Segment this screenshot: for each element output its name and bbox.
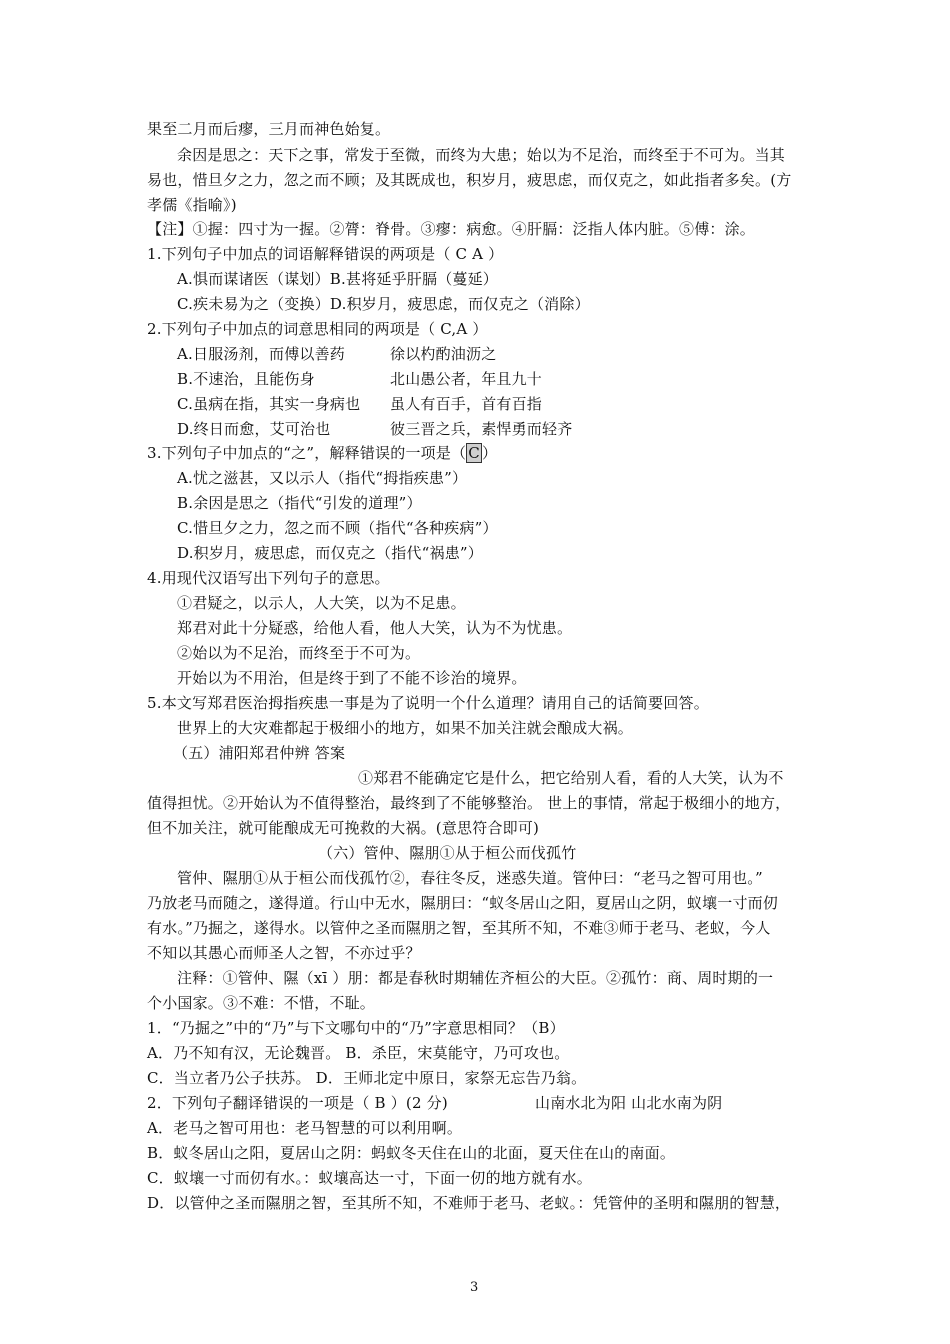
text-line: 管仲、隰朋①从于桓公而伐孤竹②，春往冬反，迷惑失道。管仲曰：“老马之智可用也。” bbox=[177, 869, 763, 887]
option-left: D.终日而愈，艾可治也 bbox=[177, 420, 331, 438]
option-line: C.疾未易为之（变换）D.积岁月，疲思虑，而仅克之（消除） bbox=[177, 295, 590, 313]
question-1: 1．“乃掘之”中的“乃”与下文哪句中的“乃”字意思相同？（B） bbox=[147, 1019, 565, 1037]
section-title: （六）管仲、隰朋①从于桓公而伐孤竹 bbox=[318, 844, 577, 862]
answer-line: 世界上的大灾难都起于极细小的地方，如果不加关注就会酿成大祸。 bbox=[177, 719, 634, 737]
annotation-note: 【注】①握：四寸为一握。②膂：脊骨。③瘳：病愈。④肝膈：泛指人体内脏。⑤傅：涂。 bbox=[147, 220, 756, 238]
question-4: 4.用现代汉语写出下列句子的意思。 bbox=[147, 569, 390, 587]
option-line bbox=[177, 420, 330, 439]
option-line: A．老马之智可用也：老马智慧的可以利用啊。 bbox=[147, 1119, 463, 1137]
text-line: 不知以其愚心而师圣人之智，不亦过乎？ bbox=[147, 944, 421, 962]
question-1: 1.下列句子中加点的词语解释错误的两项是（ C A ） bbox=[147, 245, 504, 263]
option-line: B．蚁冬居山之阳，夏居山之阴：蚂蚁冬天住在山的北面，夏天住在山的南面。 bbox=[147, 1144, 676, 1162]
answer-line: 郑君对此十分疑惑，给他人看，他人大笑，认为不为忧患。 bbox=[177, 619, 573, 637]
question-2: 2．下列句子翻译错误的一项是（ B ）(2 分) bbox=[147, 1094, 448, 1112]
answer-box: C bbox=[468, 444, 480, 462]
option-line: C.惜旦夕之力，忽之而不顾（指代“各种疾病”） bbox=[177, 519, 498, 537]
option-line: B.余因是思之（指代“引发的道理”） bbox=[177, 494, 422, 512]
option-right: 徐以杓酌油沥之 bbox=[390, 345, 497, 363]
text-line: 乃放老马而随之，遂得道。行山中无水，隰朋曰：“蚁冬居山之阳，夏居山之阴，蚁壤一寸而仞 bbox=[147, 894, 779, 912]
answer-line: 但不加关注，就可能酿成无可挽救的大祸。(意思符合即可) bbox=[147, 819, 540, 837]
option-line: C．当立者乃公子扶苏。 D．王师北定中原日，家祭无忘告乃翁。 bbox=[147, 1069, 587, 1087]
option-right: 虽人有百手，首有百指 bbox=[390, 395, 543, 413]
answer-line: ①郑君不能确定它是什么，把它给别人看，看的人大笑，认为不 bbox=[358, 769, 784, 787]
option-left: C.虽病在指，其实一身病也 bbox=[177, 395, 361, 413]
option-line: D.积岁月，疲思虑，而仅克之（指代“祸患”） bbox=[177, 544, 483, 562]
text-line: 有水。”乃掘之，遂得水。以管仲之圣而隰朋之智，至其所不知，不难③师于老马、老蚁，今人 bbox=[147, 919, 771, 937]
question-3 bbox=[147, 444, 497, 463]
option-left: A.日服汤剂，而傅以善药 bbox=[177, 345, 346, 363]
answer-section-title: （五）浦阳郑君仲辨 答案 bbox=[173, 744, 346, 762]
text-line: 余因是思之：天下之事，常发于至微，而终为大患；始以为不足治，而终至于不可为。当其 bbox=[177, 146, 786, 164]
question-2: 2.下列句子中加点的词意思相同的两项是（ C,A ） bbox=[147, 320, 488, 338]
option-line: C．蚁壤一寸而仞有水。：蚁壤高达一寸，下面一仞的地方就有水。 bbox=[147, 1169, 592, 1187]
question-text: 3.下列句子中加点的“之”，解释错误的一项是（ bbox=[147, 444, 467, 462]
margin-note: 山南水北为阳 山北水南为阴 bbox=[535, 1094, 723, 1112]
option-line bbox=[177, 345, 345, 364]
sentence-line: ①君疑之，以示人，人大笑，以为不足患。 bbox=[177, 594, 466, 612]
sentence-line: ②始以为不足治，而终至于不可为。 bbox=[177, 644, 421, 662]
text-line: 果至二月而后瘳，三月而神色始复。 bbox=[147, 120, 391, 138]
annotation-note: 注释：①管仲、隰（xī ）朋：都是春秋时期辅佐齐桓公的大臣。②孤竹：商、周时期的一 bbox=[177, 969, 774, 987]
page-number: 3 bbox=[470, 1280, 479, 1295]
option-right: 彼三晋之兵，素悍勇而轻齐 bbox=[390, 420, 573, 438]
text-line: 孝儒《指喻》) bbox=[147, 196, 237, 214]
option-left: B.不速治，且能伤身 bbox=[177, 370, 315, 388]
option-line: A.忧之滋甚，又以示人（指代“拇指疾患”） bbox=[177, 469, 468, 487]
question-5: 5.本文写郑君医治拇指疾患一事是为了说明一个什么道理？请用自己的话简要回答。 bbox=[147, 694, 709, 712]
option-line: A．乃不知有汉，无论魏晋。 B．杀臣，宋莫能守，乃可攻也。 bbox=[147, 1044, 570, 1062]
question-text-end: ） bbox=[481, 444, 498, 462]
answer-line: 值得担忧。②开始认为不值得整治，最终到了不能够整治。 世上的事情，常起于极细小的地方， bbox=[147, 794, 791, 812]
option-line: D．以管仲之圣而隰朋之智，至其所不知，不难师于老马、老蚁。：凭管仲的圣明和隰朋的智慧， bbox=[147, 1194, 791, 1212]
annotation-note: 个小国家。③不难：不惜，不耻。 bbox=[147, 994, 376, 1012]
option-line: A.惧而谋诸医（谋划）B.甚将延乎肝膈（蔓延） bbox=[177, 270, 498, 288]
option-right: 北山愚公者，年且九十 bbox=[390, 370, 543, 388]
option-line bbox=[177, 370, 315, 389]
text-line: 易也，惜旦夕之力，忽之而不顾；及其既成也，积岁月，疲思虑，而仅克之，如此指者多矣。(方 bbox=[147, 171, 792, 189]
option-line bbox=[177, 395, 360, 414]
answer-line: 开始以为不用治，但是终于到了不能不诊治的境界。 bbox=[177, 669, 527, 687]
